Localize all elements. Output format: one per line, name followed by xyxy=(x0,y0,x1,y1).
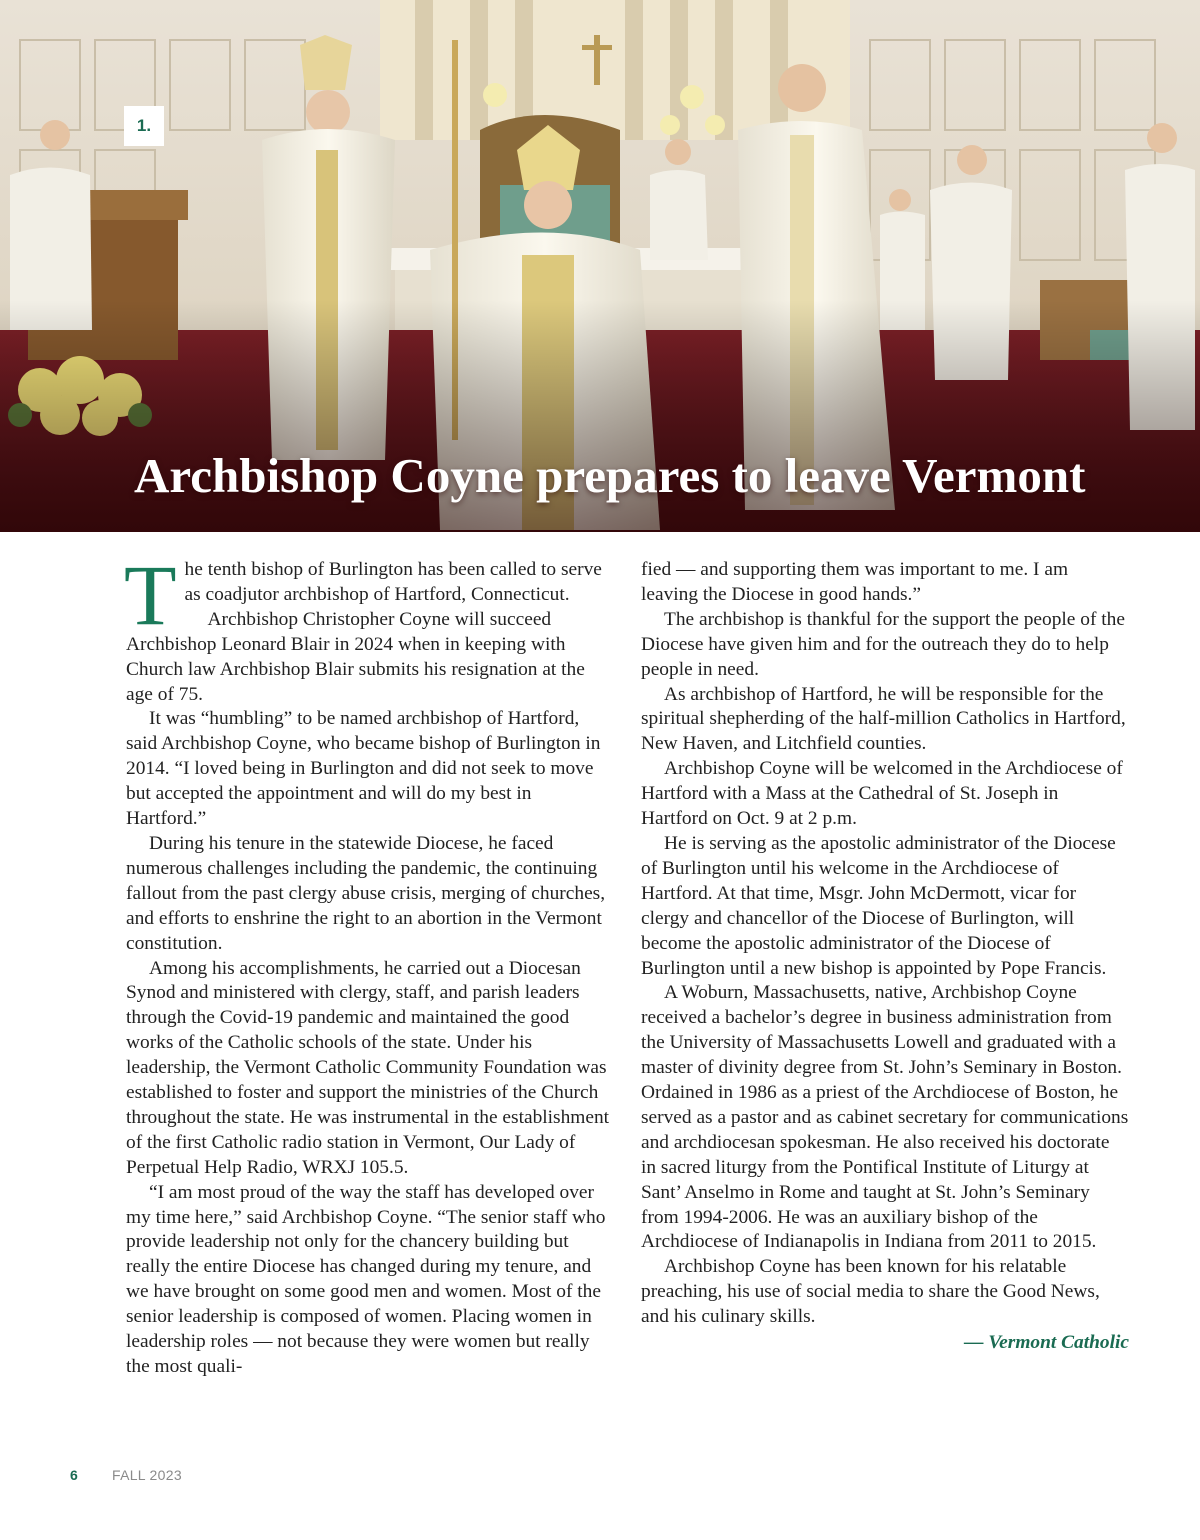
issue-label: FALL 2023 xyxy=(112,1467,182,1483)
article-paragraph: The archbishop is thankful for the support the people of the Diocese have given him and for the outreach they do to help people in need. xyxy=(641,608,1125,680)
article-paragraph: Archbishop Coyne will be welcomed in the Archdiocese of Hartford with a Mass at the Cathedral of St. Joseph in Hartford on Oct. 9 at 2 p.m. xyxy=(641,758,1123,830)
article-paragraph: Among his accomplishments, he carried out a Diocesan Synod and ministered with clergy, staff, and parish leaders through the Covid-19 pandemic and maintained the good works of the Catholic schools of the state. Under his leadership, the Vermont Catholic Community Foundation was established to foster and support the ministries of the Church throughout the state. He was instrumental in the establishment of the first Catholic radio station in Vermont, Our Lady of Perpetual Help Radio, WRXJ 105.5. xyxy=(126,957,610,1178)
article-paragraph-continued: fied — and supporting them was important to me. I am leaving the Diocese in good hands.” xyxy=(641,559,1069,605)
article-paragraph: As archbishop of Hartford, he will be responsible for the spiritual shepherding of the half-million Catholics in Hartford, New Haven, and Litchfield counties. xyxy=(641,683,1126,755)
photo-number-badge: 1. xyxy=(124,106,164,146)
article-headline: Archbishop Coyne prepares to leave Vermont xyxy=(134,448,1086,503)
article-paragraph: Archbishop Coyne has been known for his relatable preaching, his use of social media to share the Good News, and his culinary skills. xyxy=(641,1256,1100,1328)
article-paragraph: It was “humbling” to be named archbishop of Hartford, said Archbishop Coyne, who became bishop of Burlington in 2014. “I loved being in Burlington and did not seek to move but accepted the appointment and will do my best in Hartford.” xyxy=(126,708,601,830)
article-paragraph: “I am most proud of the way the staff has developed over my time here,” said Archbishop Coyne. “The senior staff who provide leadership not only for the chancery building but really the entire Diocese has changed during my tenure, and we have brought on some good men and women. Most of the senior leadership is composed of women. Placing women in leadership roles — not because they were women but really the most quali- xyxy=(126,1181,606,1377)
article-paragraph: During his tenure in the statewide Diocese, he faced numerous challenges including the pandemic, the continuing fallout from the past clergy abuse crisis, merging of churches, and efforts to enshrine the right to an abortion in the Vermont constitution. xyxy=(126,832,606,954)
article-credit: — Vermont Catholic xyxy=(964,1332,1129,1354)
hero-photo xyxy=(0,0,1200,532)
lead-paragraph-text: he tenth bishop of Burlington has been called to serve as coadjutor archbishop of Hartford, Connecticut. xyxy=(184,559,602,605)
lead-paragraph xyxy=(124,547,614,643)
page-number: 6 xyxy=(70,1467,78,1483)
article-paragraph: He is serving as the apostolic administrator of the Diocese of Burlington until his welcome in the Archdiocese of Hartford. At that time, Msgr. John McDermott, vicar for clergy and chancellor of the Diocese of Burlington, will become the apostolic administrator of the Diocese of Burlington until a new bishop is appointed by Pope Francis. xyxy=(641,832,1116,979)
article-column-right xyxy=(641,558,1129,1356)
article-paragraph: Archbishop Christopher Coyne will succeed Archbishop Leonard Blair in 2024 when in keeping with Church law Archbishop Blair submits his resignation at the age of 75. xyxy=(126,608,585,705)
drop-cap: T xyxy=(124,547,177,643)
article-paragraph: A Woburn, Massachusetts, native, Archbishop Coyne received a bachelor’s degree in business administration from the University of Massachusetts Lowell and graduated with a master of divinity degree from St. John’s Seminary in Boston. Ordained in 1986 as a priest of the Archdiocese of Boston, he served as a pastor and as cabinet secretary for communications and archdiocesan spokesman. He also received his doctorate in sacred liturgy from the Pontifical Institute of Liturgy at Sant’ Anselmo in Rome and taught at St. John’s Seminary from 1994-2006. He was an auxiliary bishop of the Archdiocese of Indianapolis in Indiana from 2011 to 2015. xyxy=(641,982,1129,1253)
article-column-left xyxy=(124,547,614,1380)
